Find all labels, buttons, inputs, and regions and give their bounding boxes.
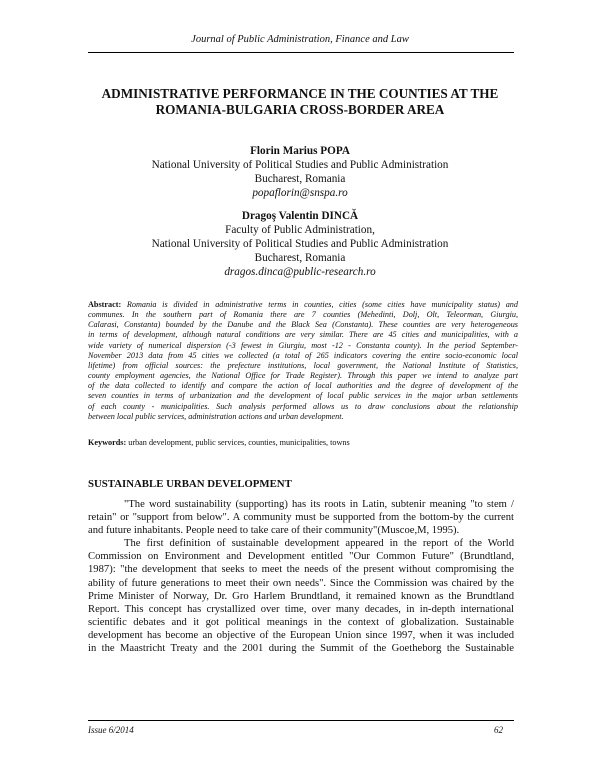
page-number: 62 bbox=[494, 725, 503, 735]
abstract-line: between local public services, administration actions and urban development. bbox=[88, 411, 344, 421]
body-line: 1987): "the development that seeks to meet the needs of the present without compromising the bbox=[88, 564, 514, 576]
abstract-line: seven counties in terms of urbanization and the development of local public services in the major urban settlements bbox=[88, 391, 518, 401]
author-faculty: Faculty of Public Administration, bbox=[225, 224, 375, 236]
author-affiliation: National University of Political Studies and Public Administration bbox=[151, 159, 449, 171]
abstract-line: of the data collected to identify and compare the action of local authorities and the degree of development of the bbox=[88, 381, 518, 391]
footer-rule bbox=[88, 720, 514, 721]
body-line: Report. This concept has crystallized over time, over many decades, in in-depth international bbox=[88, 603, 514, 615]
abstract-line: lifetime) from official sources: the prefecture institutions, local government, the National Institute of Statistics, bbox=[88, 360, 518, 370]
keywords-text: urban development, public services, counties, municipalities, towns bbox=[128, 438, 350, 447]
author-affiliation: National University of Political Studies and Public Administration bbox=[151, 238, 449, 250]
abstract-line: in terms of development, although natural conditions are very similar. There are 45 cities and municipalities, with a bbox=[88, 330, 518, 340]
author-block-2 bbox=[60, 209, 540, 279]
abstract-line: wide variety of numerical dispersion (-3 fewest in Giurgiu, most -12 - Constanta county). In the period September- bbox=[88, 340, 518, 350]
paper-title bbox=[70, 86, 530, 118]
keywords bbox=[88, 438, 518, 448]
author-location: Bucharest, Romania bbox=[254, 173, 346, 185]
body-line: retain" or "support from below". A community must be supported from the bottom-by the current bbox=[88, 512, 514, 524]
body-line: in the Maastricht Treaty and the 2001 during the Summit of the Goetheborg the Sustainable bbox=[88, 643, 514, 655]
abstract-line: of each county - municipalities. Such analysis performed allows us to draw conclusions about the relationship bbox=[88, 401, 518, 411]
section-heading: SUSTAINABLE URBAN DEVELOPMENT bbox=[88, 478, 292, 490]
author-block-1 bbox=[60, 144, 540, 200]
body-line: and future inhabitants. People need to take care of their community"(Muscoe,M, 1995). bbox=[88, 525, 460, 537]
author-name: Dragoş Valentin DINCĂ bbox=[241, 210, 359, 222]
author-email[interactable]: popaflorin@snspa.ro bbox=[252, 187, 348, 199]
body-line: Prime Minister of Norway, Dr. Gro Harlem Brundtland, it remained known as the Brundtland bbox=[88, 590, 514, 602]
abstract-line: Calarasi, Constanta) bounded by the Danube and the Black Sea (Constanta). These counties are very heterogeneous bbox=[88, 320, 518, 330]
issue-number: Issue 6/2014 bbox=[88, 725, 134, 735]
body-line: ability of future generations to meet their own needs". Since the Commission was chaired by the bbox=[88, 577, 514, 589]
abstract-line: November 2013 data from 45 cities we collected (a total of 265 indicators covering the entire socio-economic local bbox=[88, 350, 518, 360]
abstract bbox=[88, 300, 518, 422]
author-email[interactable]: dragos.dinca@public-research.ro bbox=[224, 266, 376, 278]
author-location: Bucharest, Romania bbox=[254, 252, 346, 264]
abstract-label: Abstract: bbox=[88, 300, 122, 309]
running-header: Journal of Public Administration, Finance and Law bbox=[191, 34, 409, 45]
abstract-line: communes. In the southern part of Romania there are 7 counties (Mehedinti, Dolj, Olt, Teleorman, Giurgiu, bbox=[88, 310, 518, 320]
body-line: "The word sustainability (supporting) has its roots in Latin, subtenir meaning "to stem / bbox=[124, 499, 514, 510]
author-name: Florin Marius POPA bbox=[250, 145, 350, 157]
title-line-2: ROMANIA-BULGARIA CROSS-BORDER AREA bbox=[155, 102, 445, 117]
body-line: scientific debates and it got political meanings in the context of globalization. Sustainable bbox=[88, 616, 514, 628]
abstract-line: county employment agencies, the National Office for Trade Register). Through this paper we intend to analyze part bbox=[88, 371, 518, 381]
body-line: The first definition of sustainable development appeared in the report of the World bbox=[124, 538, 514, 550]
body-line: Commission on Environment and Development entitled "Our Common Future" (Brundtland, bbox=[88, 551, 514, 563]
abstract-line: Abstract: Romania is divided in administrative terms in counties, cities (some cities have municipality status) and bbox=[88, 300, 518, 309]
body-text bbox=[88, 498, 514, 655]
title-line-1: ADMINISTRATIVE PERFORMANCE IN THE COUNTIES AT THE bbox=[101, 86, 499, 101]
keywords-label: Keywords: bbox=[88, 438, 127, 447]
body-line: development has become an objective of the European Union since 1997, when it was included bbox=[88, 629, 514, 641]
header-rule bbox=[88, 52, 514, 53]
